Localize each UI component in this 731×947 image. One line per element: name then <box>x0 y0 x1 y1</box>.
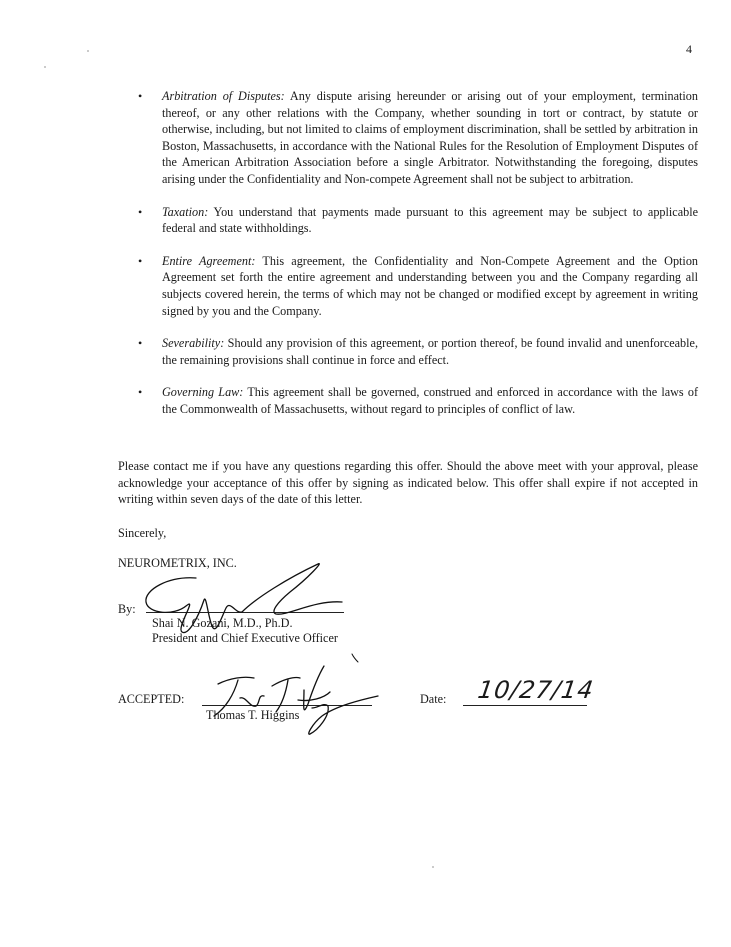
bullet-icon: • <box>138 89 143 103</box>
clause-arbitration <box>138 88 698 188</box>
clause-severability <box>138 335 698 368</box>
scan-speck <box>87 50 89 52</box>
signer-name: Shai N. Gozani, M.D., Ph.D. <box>152 616 293 630</box>
bullet-icon: • <box>138 253 143 268</box>
bullet-icon: • <box>138 204 143 219</box>
signer-title: President and Chief Executive Officer <box>152 631 338 645</box>
page-number: 4 <box>686 42 692 56</box>
company-name: NEUROMETRIX, INC. <box>118 556 237 570</box>
clause-term: Taxation: <box>162 204 209 219</box>
clause-term: Arbitration of Disputes: <box>162 89 285 103</box>
clause-entire-agreement <box>138 253 698 319</box>
scan-speck <box>432 866 434 868</box>
clause-term: Entire Agreement: <box>162 253 256 268</box>
salutation: Sincerely, <box>118 526 167 540</box>
clause-term: Governing Law: <box>162 385 244 400</box>
clause-text: Should any provision of this agreement, or portion thereof, be found invalid and unenforceable, the remaining provisions shall continue in force and effect. <box>162 336 698 367</box>
accepted-label: ACCEPTED: <box>118 692 185 706</box>
clause-list <box>138 88 698 434</box>
acceptor-signature <box>200 646 390 738</box>
clause-text: This agreement shall be governed, construed and enforced in accordance with the laws of the Commonwealth of Massachusetts, without regard to principles of conflict of law. <box>162 385 698 416</box>
clause-taxation <box>138 204 698 237</box>
clause-governing-law <box>138 384 698 417</box>
clause-text: Any dispute arising hereunder or arising out of your employment, termination thereof, or any other relations with the Company, whether sounding in tort or contract, by statute or otherwise, including, but not limited to claims of employment discrimination, shall be settled by arbitration in Boston, Massachusetts, in accordance with the National Rules for the Resolution of Employment Disputes of the American Arbitration Association before a single Arbitrator. Notwithstanding the foregoing, disputes arising under the Confidentiality and Non-compete Agreement shall not be subject to arbitration. <box>162 89 698 186</box>
date-label: Date: <box>420 692 447 706</box>
clause-text: You understand that payments made pursuant to this agreement may be subject to applicable federal and state withholdings. <box>162 204 698 236</box>
by-label: By: <box>118 602 136 616</box>
closing-paragraph: Please contact me if you have any questions regarding this offer. Should the above meet with your approval, please acknowledge your acceptance of this offer by signing as indicated below. This offer shall expire if not accepted in writing within seven days of the date of this letter. <box>118 459 698 507</box>
date-line <box>463 705 587 706</box>
bullet-icon: • <box>138 336 143 351</box>
bullet-icon: • <box>138 385 143 400</box>
clause-text: This agreement, the Confidentiality and Non-Compete Agreement and the Option Agreement set forth the entire agreement and understanding between you and the Company regarding all subjects covered herein, the terms of which may not be changed or modified except by agreement in writing signed by you and the Company. <box>162 253 699 318</box>
scan-speck <box>44 66 46 68</box>
clause-term: Severability: <box>162 336 225 351</box>
handwritten-date: 10/27/14 <box>476 676 596 704</box>
acceptor-name: Thomas T. Higgins <box>206 708 300 722</box>
